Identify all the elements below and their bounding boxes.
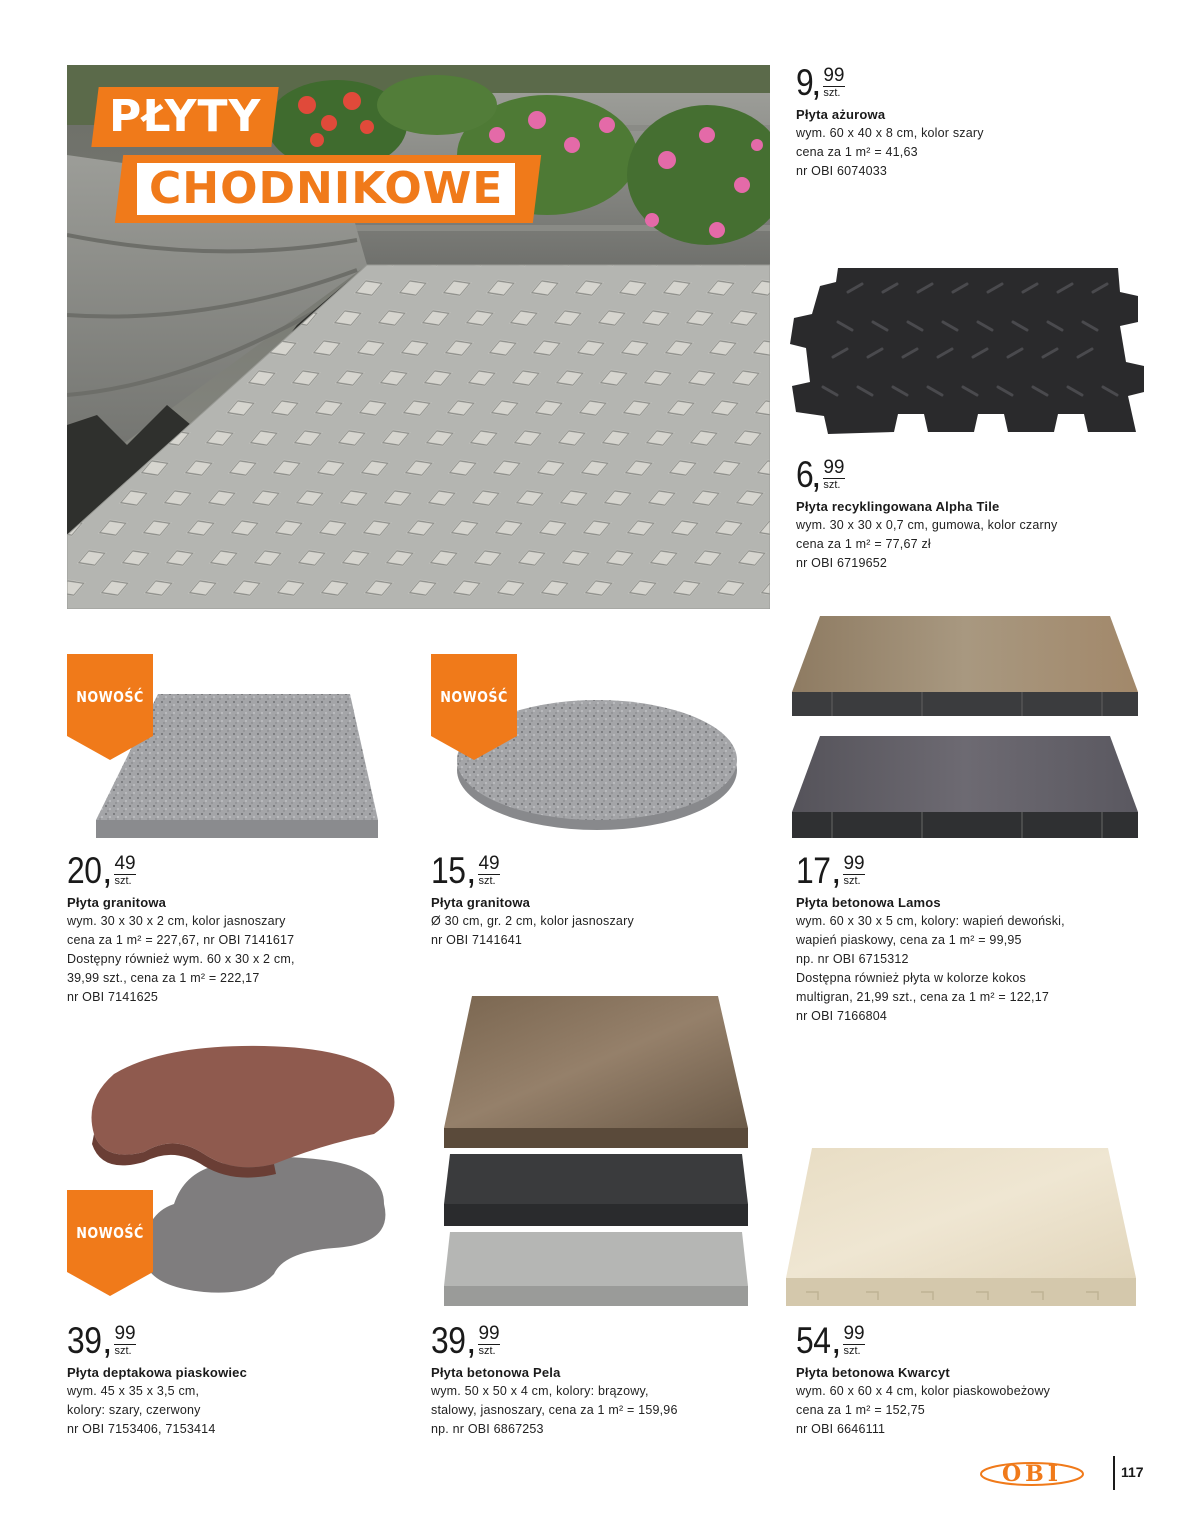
price: 15 , 49 szt. [431, 850, 500, 891]
product-name: Płyta recyklingowana Alpha Tile [796, 499, 1000, 514]
price-integer: 6 [796, 454, 814, 495]
price-unit: szt. [823, 479, 841, 491]
price-integer: 9 [796, 62, 814, 103]
price-cents: 99 [843, 1323, 865, 1344]
product-desc-line: cena za 1 m² = 41,63 [796, 145, 918, 159]
price: 39 , 99 szt. [67, 1320, 136, 1361]
product-pela [431, 1322, 678, 1439]
price-unit: szt. [114, 1345, 132, 1357]
obi-logo-text: OBI [1001, 1461, 1063, 1487]
price-cents: 99 [823, 457, 845, 478]
product-desc-line: wym. 30 x 30 x 0,7 cm, gumowa, kolor czarny [796, 518, 1058, 532]
hero-title-line2: CHODNIKOWE [115, 155, 542, 223]
new-badge-label: NOWOŚĆ [76, 1224, 144, 1242]
price-cents: 99 [843, 853, 865, 874]
pela-image [444, 994, 750, 1308]
badge-shape-icon [67, 1190, 153, 1296]
product-desc-line: nr OBI 7153406, 7153414 [67, 1422, 216, 1436]
product-lamos [796, 852, 1065, 1026]
product-desc-line: nr OBI 7166804 [796, 1009, 888, 1023]
product-name: Płyta betonowa Lamos [796, 895, 941, 910]
product-desc-line: stalowy, jasnoszary, cena za 1 m² = 159,96 [431, 1403, 678, 1417]
price-integer: 54 [796, 1320, 831, 1361]
hero-title-line1: PŁYTY [91, 87, 279, 147]
price-unit: szt. [478, 1345, 496, 1357]
product-desc-line: nr OBI 7141625 [67, 990, 159, 1004]
price: 20 , 49 szt. [67, 850, 136, 891]
product-granite-square [67, 852, 295, 1007]
product-alpha-tile [796, 456, 1057, 573]
price-unit: szt. [843, 1345, 861, 1357]
product-desc-line: Dostępny również wym. 60 x 30 x 2 cm, [67, 952, 295, 966]
price: 6 , 99 szt. [796, 454, 845, 495]
product-desc-line: Dostępna również płyta w kolorze kokos [796, 971, 1026, 985]
product-name: Płyta betonowa Pela [431, 1365, 561, 1380]
new-badge [67, 1190, 153, 1296]
footer-divider [1113, 1456, 1115, 1490]
product-name: Płyta granitowa [431, 895, 531, 910]
new-badge [431, 654, 517, 760]
product-desc-line: np. nr OBI 6867253 [431, 1422, 544, 1436]
product-desc-line: kolory: szary, czerwony [67, 1403, 201, 1417]
product-desc-line: wym. 30 x 30 x 2 cm, kolor jasnoszary [67, 914, 286, 928]
product-kwarcyt [796, 1322, 1050, 1439]
product-name: Płyta granitowa [67, 895, 167, 910]
product-desc-line: cena za 1 m² = 227,67, nr OBI 7141617 [67, 933, 295, 947]
price: 17 , 99 szt. [796, 850, 865, 891]
product-azurowa [796, 64, 984, 181]
product-desc-line: wym. 60 x 30 x 5 cm, kolory: wapień dewoński, [796, 914, 1065, 928]
price-cents: 99 [478, 1323, 500, 1344]
new-badge-label: NOWOŚĆ [440, 688, 508, 706]
product-desc-line: nr OBI 6074033 [796, 164, 888, 178]
price: 54 , 99 szt. [796, 1320, 865, 1361]
product-desc-line: 39,99 szt., cena za 1 m² = 222,17 [67, 971, 260, 985]
price-integer: 39 [67, 1320, 102, 1361]
hero-image [67, 65, 770, 609]
product-name: Płyta deptakowa piaskowiec [67, 1365, 248, 1380]
alpha-tile-image [788, 262, 1144, 438]
price-unit: szt. [114, 875, 132, 887]
price-integer: 17 [796, 850, 831, 891]
product-desc-line: nr OBI 6646111 [796, 1422, 886, 1436]
product-name: Płyta betonowa Kwarcyt [796, 1365, 950, 1380]
page-number: 117 [1121, 1464, 1144, 1480]
product-desc-line: nr OBI 6719652 [796, 556, 888, 570]
price-unit: szt. [823, 87, 841, 99]
product-desc-line: wym. 60 x 40 x 8 cm, kolor szary [796, 126, 984, 140]
price-integer: 39 [431, 1320, 466, 1361]
hero-title [95, 87, 537, 223]
product-desc-line: cena za 1 m² = 77,67 zł [796, 537, 931, 551]
product-desc-line: cena za 1 m² = 152,75 [796, 1403, 925, 1417]
price-integer: 15 [431, 850, 466, 891]
product-name: Płyta ażurowa [796, 107, 886, 122]
price: 39 , 99 szt. [431, 1320, 500, 1361]
price: 9 , 99 szt. [796, 62, 845, 103]
price-cents: 99 [823, 65, 845, 86]
product-granite-round [431, 852, 634, 950]
product-stepping-stone [67, 1322, 247, 1439]
product-desc-line: multigran, 21,99 szt., cena za 1 m² = 122,17 [796, 990, 1050, 1004]
price-integer: 20 [67, 850, 102, 891]
price-unit: szt. [478, 875, 496, 887]
kwarcyt-image [786, 1146, 1138, 1308]
product-desc-line: np. nr OBI 6715312 [796, 952, 909, 966]
lamos-image [792, 614, 1138, 840]
product-desc-line: wapień piaskowy, cena za 1 m² = 99,95 [796, 933, 1022, 947]
badge-shape-icon [67, 654, 153, 760]
price-cents: 99 [114, 1323, 136, 1344]
new-badge-label: NOWOŚĆ [76, 688, 144, 706]
new-badge [67, 654, 153, 760]
obi-logo [980, 1462, 1084, 1486]
product-desc-line: Ø 30 cm, gr. 2 cm, kolor jasnoszary [431, 914, 634, 928]
badge-shape-icon [431, 654, 517, 760]
product-desc-line: wym. 60 x 60 x 4 cm, kolor piaskowobeżowy [796, 1384, 1051, 1398]
product-desc-line: nr OBI 7141641 [431, 933, 523, 947]
price-cents: 49 [114, 853, 136, 874]
product-desc-line: wym. 45 x 35 x 3,5 cm, [67, 1384, 200, 1398]
product-desc-line: wym. 50 x 50 x 4 cm, kolory: brązowy, [431, 1384, 649, 1398]
price-unit: szt. [843, 875, 861, 887]
price-cents: 49 [478, 853, 500, 874]
